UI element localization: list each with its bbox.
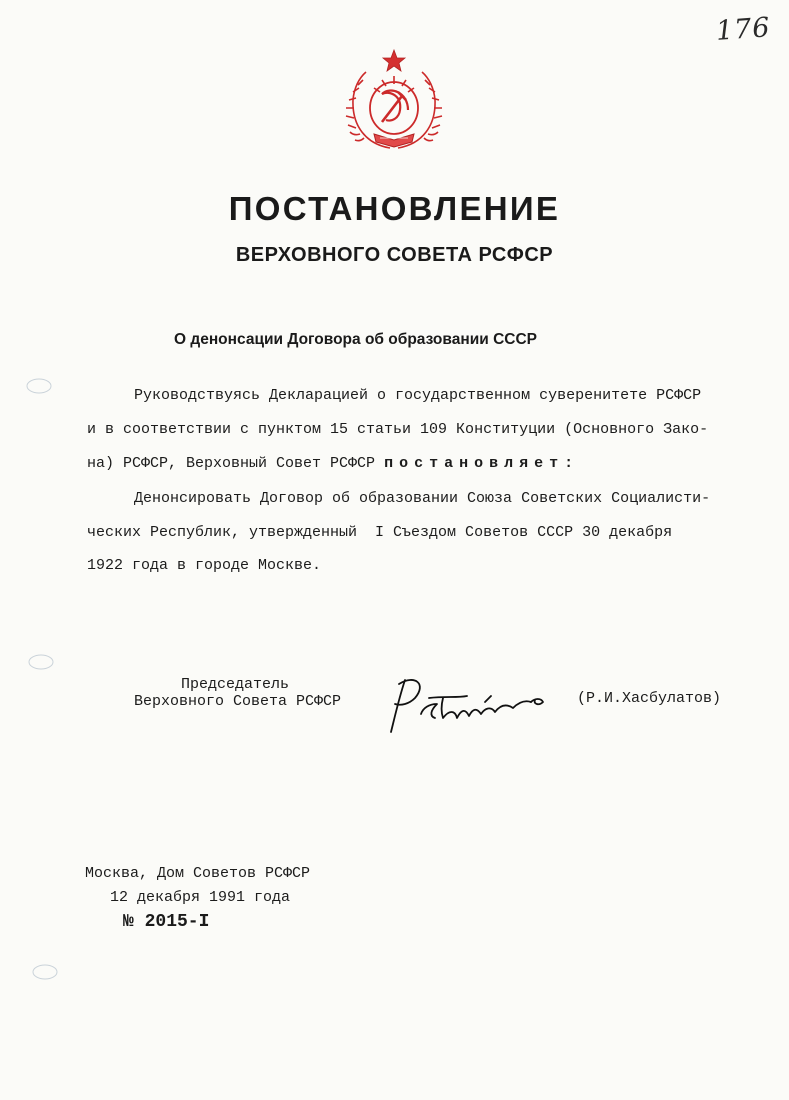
- document-title: ПОСТАНОВЛЕНИЕ: [228, 190, 561, 227]
- page-number: 176: [714, 12, 772, 47]
- handwritten-signature: [385, 670, 565, 740]
- signing-place: Москва, Дом Советов РСФСР: [85, 865, 311, 882]
- document-subject: О денонсации Договора об образовании СССР: [174, 331, 537, 348]
- signatory-title-line2: Верховного Совета РСФСР: [134, 693, 342, 710]
- rsfsr-coat-of-arms-icon: [344, 48, 444, 154]
- document-subtitle: ВЕРХОВНОГО СОВЕТА РСФСР: [235, 244, 554, 266]
- signing-date: 12 декабря 1991 года: [110, 889, 291, 906]
- paragraph2-line1: Денонсировать Договор об образовании Союза Советских Социалисти-: [134, 490, 711, 507]
- signatory-name: (Р.И.Хасбулатов): [577, 690, 722, 707]
- paragraph1-line3-start: на) РСФСР, Верховный Совет РСФСР: [87, 455, 385, 472]
- punch-hole-mark: [30, 962, 60, 982]
- paragraph2-line2: ческих Республик, утвержденный I Съездом Советов СССР 30 декабря: [87, 524, 673, 541]
- paragraph2-line3: 1922 года в городе Москве.: [87, 557, 322, 574]
- punch-hole-mark: [26, 652, 56, 672]
- decree-keyword: постановляет:: [384, 455, 580, 472]
- paragraph1-line3: [87, 454, 579, 474]
- paragraph1-line2: и в соответствии с пунктом 15 статьи 109 Конституции (Основного Зако-: [87, 421, 709, 438]
- document-number: № 2015-I: [123, 912, 210, 932]
- paragraph1-line1: Руководствуясь Декларацией о государственном суверенитете РСФСР: [134, 387, 702, 404]
- signatory-title-line1: Председатель: [181, 676, 290, 693]
- punch-hole-mark: [24, 376, 54, 396]
